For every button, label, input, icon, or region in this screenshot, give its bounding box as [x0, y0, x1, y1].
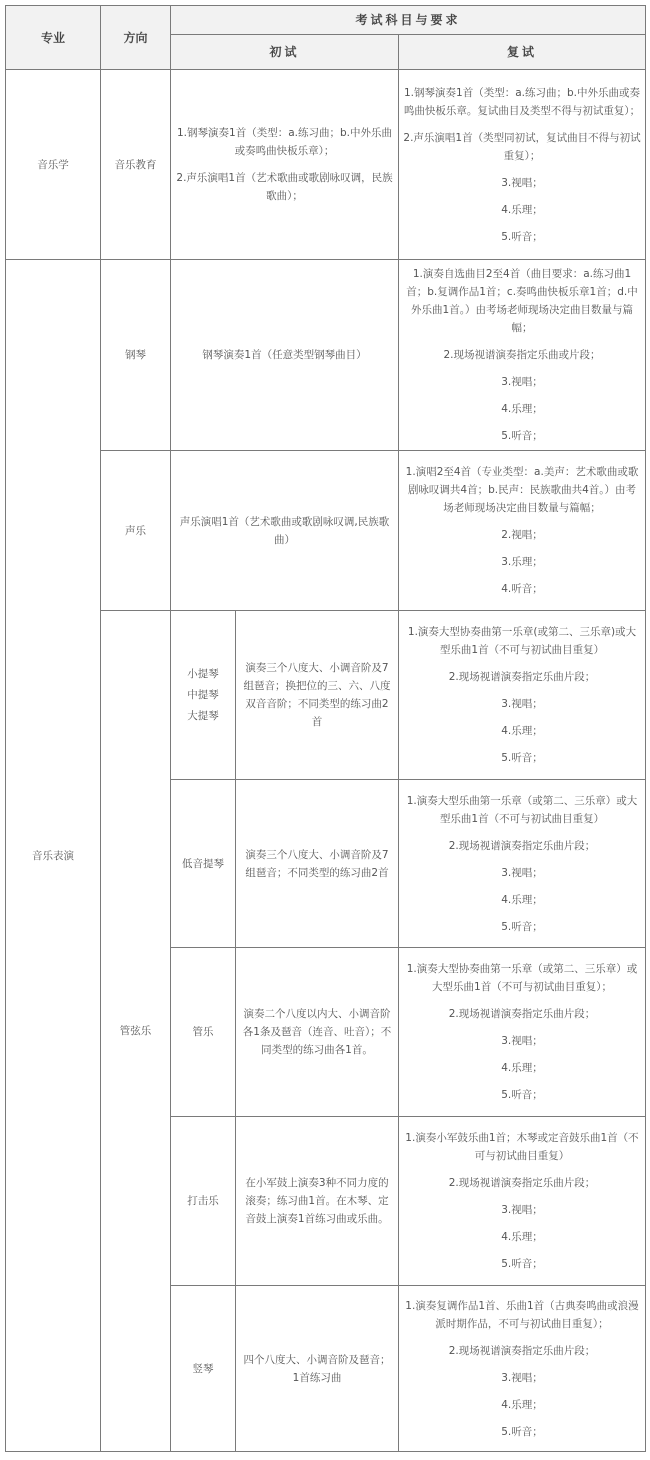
retest-item: 5.听音； [501, 920, 543, 933]
retest-item: 2.现场视谱演奏指定乐曲或片段； [443, 349, 601, 361]
instrument-label: 中提琴 [187, 689, 219, 701]
header-direction: 方向 [101, 6, 171, 70]
retest-item: 5.听音； [501, 230, 543, 243]
retest-item: 3.视唱； [501, 376, 543, 388]
prelim-cell: 四个八度大、小调音阶及琶音；1首练习曲 [236, 1286, 399, 1452]
retest-item: 1.演奏大型乐曲第一乐章（或第二、三乐章）或大型乐曲1首（不可与初试曲目重复） [406, 794, 638, 825]
prelim-cell: 钢琴演奏1首（任意类型钢琴曲目） [171, 260, 399, 451]
retest-item: 1.演奏自选曲目2至4首（曲目要求：a.练习曲1首；b.复调作品1首；c.奏鸣曲快板乐章1首；d.中外乐曲1首。）由考场老师现场决定曲目数量与篇幅； [406, 268, 638, 334]
retest-item: 1.演奏小军鼓乐曲1首；木琴或定音鼓乐曲1首（不可与初试曲目重复） [405, 1132, 639, 1162]
prelim-item: 2.声乐演唱1首（艺术歌曲或歌剧咏叹调，民族歌曲）； [176, 172, 393, 202]
retest-item: 4.乐理； [501, 893, 543, 906]
direction-cell: 音乐教育 [101, 70, 171, 260]
retest-item: 5.听音； [501, 430, 543, 442]
instrument-cell: 打击乐 [171, 1117, 236, 1286]
direction-cell: 管弦乐 [101, 611, 171, 1452]
header-prelim: 初试 [171, 35, 399, 70]
retest-item: 5.听音； [501, 1089, 543, 1101]
header-retest: 复试 [399, 35, 646, 70]
retest-item: 4.乐理； [501, 1398, 543, 1411]
retest-item: 3.视唱； [501, 176, 543, 189]
instrument-cell [171, 611, 236, 780]
retest-item: 1.演奏大型协奏曲第一乐章（或第二、三乐章）或大型乐曲1首（不可与初试曲目重复）； [406, 963, 638, 993]
header-major: 专业 [6, 6, 101, 70]
retest-item: 2.现场视谱演奏指定乐曲片段； [448, 1008, 596, 1020]
retest-item: 3.乐理； [501, 556, 543, 568]
retest-item: 1.演奏复调作品1首、乐曲1首（古典奏鸣曲或浪漫派时期作品，不可与初试曲目重复）； [405, 1299, 639, 1330]
prelim-item: 1.钢琴演奏1首（类型：a.练习曲；b.中外乐曲或奏鸣曲快板乐章）； [177, 127, 392, 157]
retest-item: 3.视唱； [501, 1371, 543, 1384]
retest-cell [399, 1286, 646, 1452]
retest-cell [399, 780, 646, 948]
table-row [6, 260, 646, 451]
major-cell: 音乐表演 [6, 260, 101, 1452]
prelim-cell [171, 70, 399, 260]
retest-item: 4.乐理； [501, 1062, 543, 1074]
retest-cell [399, 1117, 646, 1286]
retest-cell [399, 70, 646, 260]
retest-item: 4.乐理； [501, 203, 543, 216]
retest-item: 4.乐理； [501, 725, 543, 737]
retest-item: 2.声乐演唱1首（类型同初试，复试曲目不得与初试重复）； [403, 131, 641, 162]
retest-item: 2.现场视谱演奏指定乐曲片段； [448, 1344, 596, 1357]
prelim-cell: 声乐演唱1首（艺术歌曲或歌剧咏叹调,民族歌曲） [171, 451, 399, 611]
prelim-cell: 演奏二个八度以内大、小调音阶各1条及琶音（连音、吐音）；不同类型的练习曲各1首。 [236, 948, 399, 1117]
retest-item: 1.演奏大型协奏曲第一乐章(或第二、三乐章)或大型乐曲1首（不可与初试曲目重复） [407, 626, 637, 656]
retest-item: 5.听音； [501, 1425, 543, 1438]
retest-item: 3.视唱； [501, 698, 543, 710]
retest-item: 4.乐理； [501, 403, 543, 415]
instrument-cell: 竖琴 [171, 1286, 236, 1452]
instrument-cell: 低音提琴 [171, 780, 236, 948]
instrument-label: 大提琴 [187, 710, 219, 722]
major-cell: 音乐学 [6, 70, 101, 260]
retest-item: 2.现场视谱演奏指定乐曲片段； [448, 839, 596, 852]
retest-item: 1.钢琴演奏1首（类型：a.练习曲；b.中外乐曲或奏鸣曲快板乐章。复试曲目及类型不得与初试重复）； [403, 86, 641, 117]
retest-item: 2.现场视谱演奏指定乐曲片段； [448, 1177, 596, 1189]
instrument-cell: 管乐 [171, 948, 236, 1117]
direction-cell: 声乐 [101, 451, 171, 611]
retest-cell [399, 948, 646, 1117]
direction-cell: 钢琴 [101, 260, 171, 451]
retest-cell [399, 451, 646, 611]
retest-item: 5.听音； [501, 752, 543, 764]
table-row [6, 451, 646, 611]
table-row [6, 611, 646, 780]
retest-item: 4.乐理； [501, 1231, 543, 1243]
prelim-cell: 演奏三个八度大、小调音阶及7组琶音；换把位的三、六、八度双音音阶；不同类型的练习曲2首 [236, 611, 399, 780]
retest-item: 4.听音； [501, 583, 543, 595]
retest-cell [399, 611, 646, 780]
retest-item: 3.视唱； [501, 866, 543, 879]
instrument-label: 小提琴 [187, 668, 219, 680]
retest-item: 1.演唱2至4首（专业类型：a.美声：艺术歌曲或歌剧咏叹调共4首；b.民声：民族歌曲共4首。）由考场老师现场决定曲目数量与篇幅； [405, 466, 639, 514]
retest-item: 3.视唱； [501, 1204, 543, 1216]
retest-cell [399, 260, 646, 451]
retest-item: 2.视唱； [501, 529, 543, 541]
retest-item: 3.视唱； [501, 1035, 543, 1047]
prelim-cell: 演奏三个八度大、小调音阶及7组琶音；不同类型的练习曲2首 [236, 780, 399, 948]
retest-item: 5.听音； [501, 1258, 543, 1270]
prelim-cell: 在小军鼓上演奏3种不同力度的滚奏；练习曲1首。在木琴、定音鼓上演奏1首练习曲或乐曲。 [236, 1117, 399, 1286]
table-row [6, 70, 646, 260]
header-subjects: 考试科目与要求 [171, 6, 646, 35]
retest-item: 2.现场视谱演奏指定乐曲片段； [448, 671, 596, 683]
exam-requirements-table [5, 5, 646, 1452]
